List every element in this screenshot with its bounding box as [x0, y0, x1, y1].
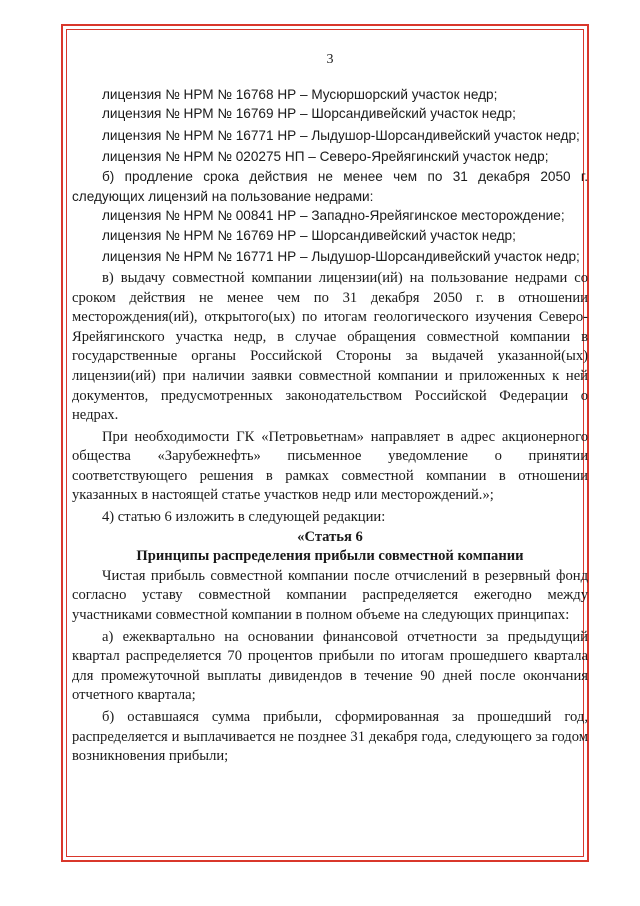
article-intro: Чистая прибыль совместной компании после отчислений в резервный фонд согласно уставу совместной компании распределяется ежегодно между участниками совместной компании в полном объеме на следующих принципах:: [72, 567, 588, 624]
license-line: лицензия № НРМ № 16769 НР – Шорсандивейский участок недр;: [102, 106, 516, 122]
license-line: лицензия № НРМ № 00841 НР – Западно-Ярейягинское месторождение;: [102, 208, 565, 224]
license-line: лицензия № НРМ № 16771 НР – Лыдушор-Шорсандивейский участок недр;: [102, 127, 580, 143]
article-number: «Статья 6: [297, 528, 363, 545]
license-line: лицензия № НРМ № 16771 НР – Лыдушор-Шорсандивейский участок недр;: [102, 249, 580, 265]
item-4-instruction: 4) статью 6 изложить в следующей редакции:: [102, 509, 386, 526]
license-line: лицензия № НРМ № 16769 НР – Шорсандивейский участок недр;: [102, 227, 516, 243]
clause-b-extension: б) продление срока действия не менее чем по 31 декабря 2050 г. следующих лицензий на пользование недрами:: [72, 168, 588, 204]
article-clause-a: а) ежеквартально на основании финансовой отчетности за предыдущий квартал распределяется 70 процентов прибыли по итогам прошедшего квартала для промежуточной выплаты дивидендов в течение 90 дней после окончания отчетного квартала;: [72, 628, 588, 704]
page-number: 3: [326, 52, 334, 67]
license-line: лицензия № НРМ № 020275 НП – Северо-Ярейягинский участок недр;: [102, 149, 549, 165]
notification-paragraph: При необходимости ГК «Петровьетнам» направляет в адрес акционерного общества «Зарубежнефть» письменное уведомление о принятии соответствующего решения в рамках совместной компании в отношении указанных в настоящей статье участков недр или месторождений.»;: [72, 428, 588, 504]
article-title: Принципы распределения прибыли совместной компании: [136, 548, 524, 565]
clause-v-new-license: в) выдачу совместной компании лицензии(ий) на пользование недрами со сроком действия не менее чем по 31 декабря 2050 г. в отношении месторождения(ий), открытого(ых) по итогам геологического изучения Северо-Ярейягинского участка недр, в случае обращения совместной компании в государственные органы Российской Стороны за выдачей указанной(ых) лицензии(ий) при наличии заявки совместной компании и приложенных к ней документов, предусмотренных законодательством Российской Федерации о недрах.: [72, 269, 588, 424]
article-clause-b: б) оставшаяся сумма прибыли, сформированная за прошедший год, распределяется и выплачивается не позднее 31 декабря года, следующего за годом возникновения прибыли;: [72, 709, 588, 765]
license-line: лицензия № НРМ № 16768 НР – Мусюршорский участок недр;: [102, 86, 498, 102]
document-body: [72, 50, 588, 767]
